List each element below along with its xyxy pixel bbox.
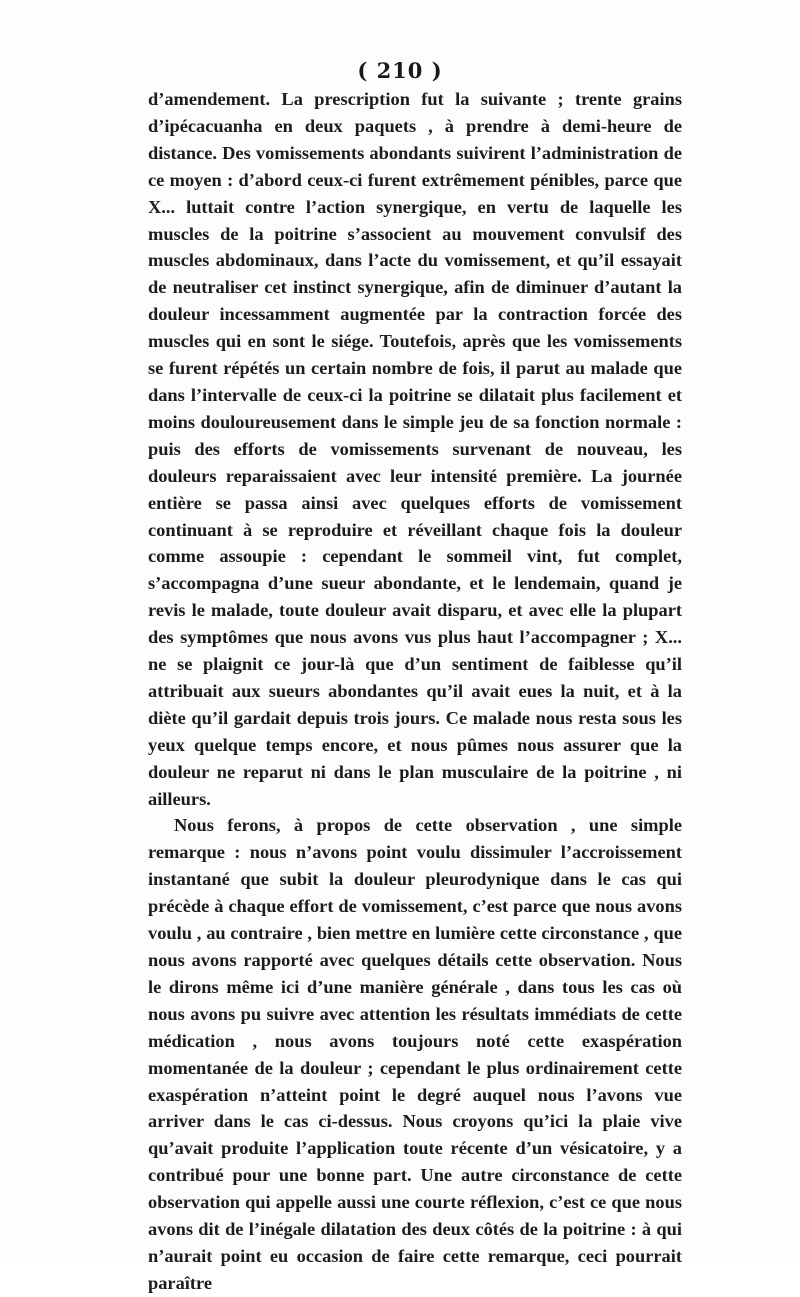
page-number: ( 210 ): [357, 58, 443, 83]
body-text: [148, 86, 682, 1297]
paragraph-2: Nous ferons, à propos de cette observation , une simple remarque : nous n’avons point voulu dissimuler l’accroissement instantané que subit la douleur pleurodynique dans le cas qui précède à chaque effort de vomissement, c’est parce que nous avons voulu , au contraire , bien mettre en lumière cette circonstance , que nous avons rapporté avec quelques détails cette observation. Nous le dirons même ici d’une manière générale , dans tous les cas où nous avons pu suivre avec attention les résultats immédiats de cette médication , nous avons toujours noté cette exaspération momentanée de la douleur ; cependant le plus ordinairement cette exaspération n’atteint point le degré auquel nous l’avons vue arriver dans le cas ci-dessus. Nous croyons qu’ici la plaie vive qu’avait produite l’application toute récente d’un vésicatoire, y a contribué pour une bonne part. Une autre circonstance de cette observation qui appelle aussi une courte réflexion, c’est ce que nous avons dit de l’inégale dilatation des deux côtés de la poitrine : à qui n’aurait point eu occasion de faire cette remarque, ceci pourrait paraître: [148, 815, 682, 1293]
paragraph-1: d’amendement. La prescription fut la suivante ; trente grains d’ipécacuanha en deux paquets , à prendre à demi-heure de distance. Des vomissements abondants suivirent l’administration de ce moyen : d’abord ceux-ci furent extrêmement pénibles, parce que X... luttait contre l’action synergique, en vertu de laquelle les muscles de la poitrine s’associent au mouvement convulsif des muscles abdominaux, dans l’acte du vomissement, et qu’il essayait de neutraliser cet instinct synergique, afin de diminuer d’autant la douleur incessamment augmentée par la contraction forcée des muscles qui en sont le siége. Toutefois, après que les vomissements se furent répétés un certain nombre de fois, il parut au malade que dans l’intervalle de ceux-ci la poitrine se dilatait plus facilement et moins douloureusement dans le simple jeu de sa fonction normale : puis des efforts de vomissements survenant de nouveau, les douleurs reparaissaient avec leur intensité première. La journée entière se passa ainsi avec quelques efforts de vomissement continuant à se reproduire et réveillant chaque fois la douleur comme assoupie : cependant le sommeil vint, fut complet, s’accompagna d’une sueur abondante, et le lendemain, quand je revis le malade, toute douleur avait disparu, et avec elle la plupart des symptômes que nous avons vus plus haut l’accompagner ; X... ne se plaignit ce jour-là que d’un sentiment de faiblesse qu’il attribuait aux sueurs abondantes qu’il avait eues la nuit, et à la diète qu’il gardait depuis trois jours. Ce malade nous resta sous les yeux quelque temps encore, et nous pûmes nous assurer que la douleur ne reparut ni dans le plan musculaire de la poitrine , ni ailleurs.: [148, 89, 682, 809]
